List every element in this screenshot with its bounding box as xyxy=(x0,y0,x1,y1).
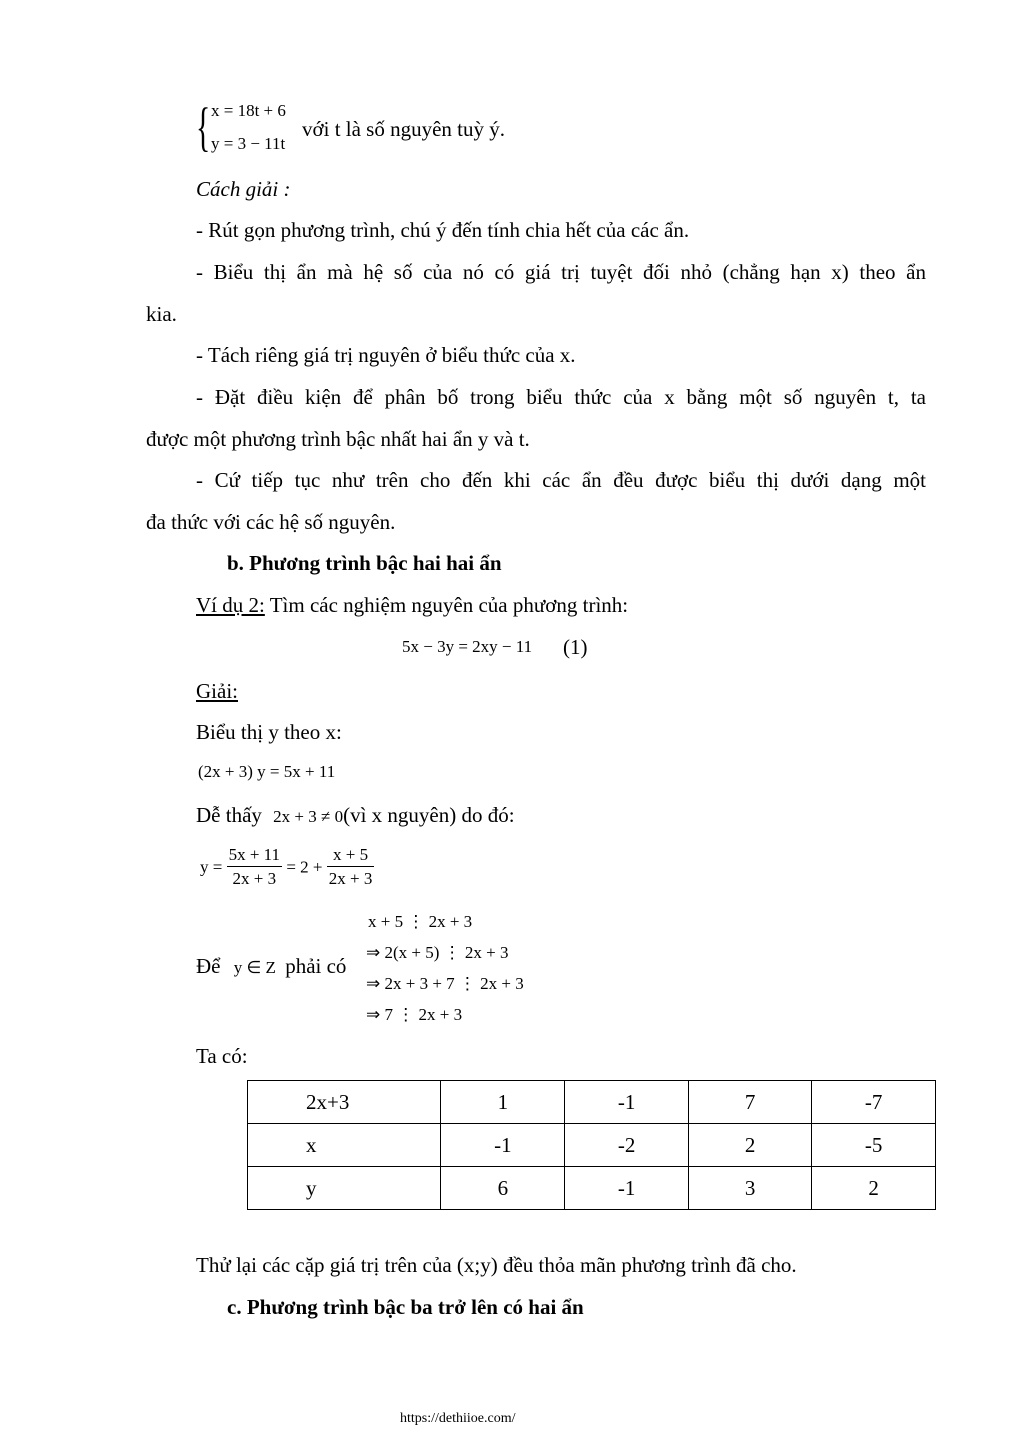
table-cell: 6 xyxy=(441,1167,565,1210)
easy-prefix: Dễ thấy xyxy=(196,803,262,827)
table-cell: 3 xyxy=(689,1167,812,1210)
express-text: Biểu thị y theo x: xyxy=(196,720,342,744)
table-cell: 7 xyxy=(689,1081,812,1124)
check-text: Thử lại các cặp giá trị trên của (x;y) đều thỏa mãn phương trình đã cho. xyxy=(196,1253,797,1277)
section-b-heading: b. Phương trình bậc hai hai ẩn xyxy=(227,551,502,575)
taco-text: Ta có: xyxy=(196,1044,248,1068)
method-step-4: - Đặt điều kiện để phân bố trong biểu thức của x bằng một số nguyên t, ta xyxy=(196,385,926,409)
method-heading: Cách giải : xyxy=(196,177,291,201)
example-2-line xyxy=(196,592,628,618)
system-line-1: x = 18t + 6 xyxy=(211,101,286,120)
system-tail: với t là số nguyên tuỳ ý. xyxy=(302,117,506,141)
table-cell: -7 xyxy=(812,1081,936,1124)
table-cell: -2 xyxy=(565,1124,689,1167)
table-cell: -1 xyxy=(565,1081,689,1124)
condition-math: y ∈ Z xyxy=(233,958,276,977)
table-cell: 2 xyxy=(689,1124,812,1167)
method-step-5: - Cứ tiếp tục như trên cho đến khi các ẩn đều được biểu thị dưới dạng một xyxy=(196,468,926,492)
method-step-2: - Biểu thị ẩn mà hệ số của nó có giá trị tuyệt đối nhỏ (chẳng hạn x) theo ẩn xyxy=(196,260,926,284)
fraction-1-denominator: 2x + 3 xyxy=(232,869,277,888)
method-step-4-cont: được một phương trình bậc nhất hai ẩn y và t. xyxy=(146,427,530,451)
divisibility-4: ⇒ 7 ⋮ 2x + 3 xyxy=(366,1005,463,1024)
divisibility-2: ⇒ 2(x + 5) ⋮ 2x + 3 xyxy=(366,943,509,962)
divisibility-3: ⇒ 2x + 3 + 7 ⋮ 2x + 3 xyxy=(366,974,524,993)
condition-prefix: Để xyxy=(196,954,221,978)
y-fraction-line xyxy=(200,844,374,891)
easy-math: 2x + 3 ≠ 0 xyxy=(273,807,344,826)
fraction-2-numerator: x + 5 xyxy=(327,844,375,867)
method-step-5-cont: đa thức với các hệ số nguyên. xyxy=(146,510,396,534)
table-cell: -5 xyxy=(812,1124,936,1167)
main-equation: 5x − 3y = 2xy − 11 xyxy=(402,637,533,656)
equation-tag: (1) xyxy=(563,635,588,659)
y-prefix: y = xyxy=(200,857,223,877)
example-label: Ví dụ 2: xyxy=(196,593,265,617)
table-cell: x xyxy=(248,1124,441,1167)
method-step-2-cont: kia. xyxy=(146,302,177,326)
table-cell: 2x+3 xyxy=(248,1081,441,1124)
values-table xyxy=(247,1080,936,1210)
table-row xyxy=(248,1167,936,1210)
equation-a: (2x + 3) y = 5x + 11 xyxy=(198,762,336,781)
table-row xyxy=(248,1081,936,1124)
table-cell: -1 xyxy=(441,1124,565,1167)
table-cell: y xyxy=(248,1167,441,1210)
easy-suffix: (vì x nguyên) do đó: xyxy=(343,803,515,827)
fraction-2 xyxy=(327,844,375,891)
condition-suffix: phải có xyxy=(285,954,347,978)
system-line-2: y = 3 − 11t xyxy=(211,134,286,153)
table-row xyxy=(248,1124,936,1167)
divisibility-1: x + 5 ⋮ 2x + 3 xyxy=(368,912,473,931)
fraction-1-numerator: 5x + 11 xyxy=(227,844,282,867)
example-text: Tìm các nghiệm nguyên của phương trình: xyxy=(264,593,629,617)
footer-url[interactable]: https://dethiioe.com/ xyxy=(400,1411,516,1426)
fraction-1 xyxy=(227,844,282,891)
table-cell: 1 xyxy=(441,1081,565,1124)
table-cell: -1 xyxy=(565,1167,689,1210)
fraction-2-denominator: 2x + 3 xyxy=(328,869,373,888)
easy-line xyxy=(196,802,515,828)
section-c-heading: c. Phương trình bậc ba trở lên có hai ẩn xyxy=(227,1295,584,1319)
eq-mid: = 2 + xyxy=(286,857,323,877)
condition-line xyxy=(196,953,346,979)
system-brace: { xyxy=(196,97,211,157)
method-step-1: - Rút gọn phương trình, chú ý đến tính chia hết của các ẩn. xyxy=(196,218,690,242)
table-cell: 2 xyxy=(812,1167,936,1210)
method-step-3: - Tách riêng giá trị nguyên ở biểu thức của x. xyxy=(196,343,576,367)
solution-label: Giải: xyxy=(196,679,238,703)
